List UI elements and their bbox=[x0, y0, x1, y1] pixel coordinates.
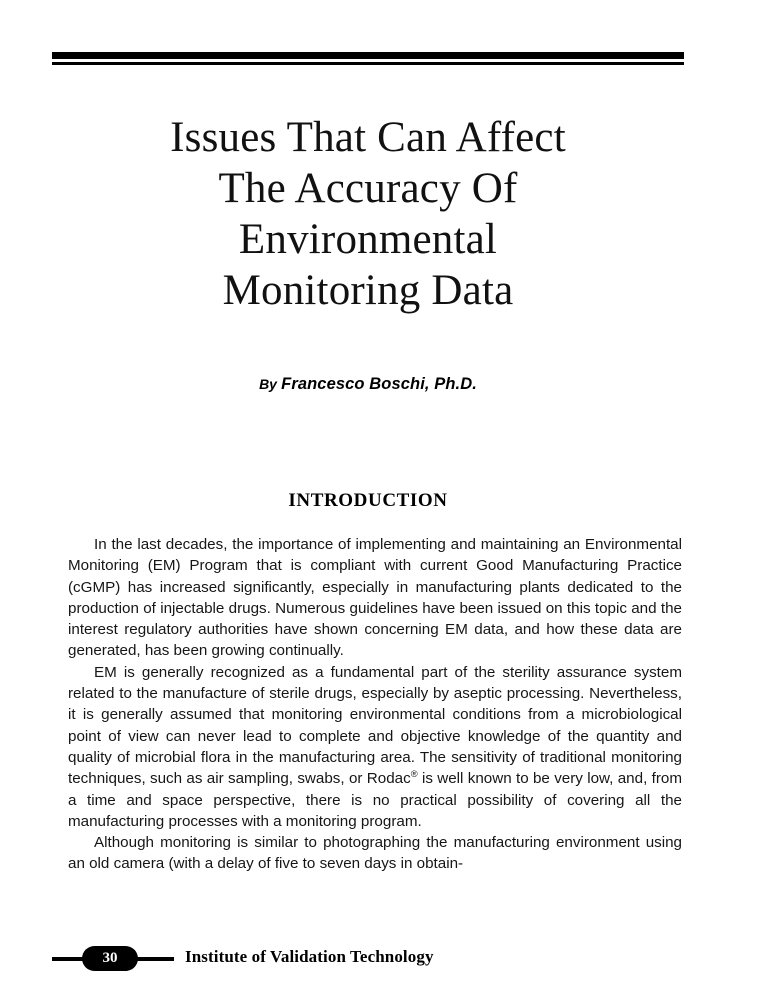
paragraph-3: Although monitoring is similar to photographing the manufacturing environment using an old camera (with a delay of five to seven days in obtain- bbox=[68, 834, 682, 873]
byline-by-label: By bbox=[259, 376, 277, 392]
byline-author: Francesco Boschi, Ph.D. bbox=[281, 375, 477, 393]
body-text bbox=[68, 534, 682, 875]
page-footer bbox=[52, 944, 684, 978]
page-number-badge: 30 bbox=[82, 946, 138, 971]
title-line-2: The Accuracy Of bbox=[218, 165, 518, 212]
header-rule-thin bbox=[52, 62, 684, 65]
title-line-4: Monitoring Data bbox=[222, 267, 514, 314]
header-rules bbox=[52, 52, 684, 65]
title-line-1: Issues That Can Affect bbox=[170, 114, 566, 161]
paragraph-2: EM is generally recognized as a fundamental part of the sterility assurance system related to the manufacture of sterile drugs, especially by aseptic processing. Nevertheless, it is generally assumed that monitoring environmental conditions from a microbiological point of view can never lead to complete and objective knowledge of the quantity and quality of microbial flora in the manufacturing area. The sensitivity of traditional monitoring techniques, such as air sampling, swabs, or Rodac® is well known to be very low, and, from a time and space perspective, there is no practical possibility of covering all the manufacturing processes with a monitoring program. bbox=[68, 663, 682, 830]
title-line-3: Environmental bbox=[238, 216, 498, 263]
section-heading-introduction: INTRODUCTION bbox=[288, 490, 448, 511]
page-title bbox=[52, 112, 684, 316]
header-rule-thick bbox=[52, 52, 684, 59]
paragraph-1: In the last decades, the importance of implementing and maintaining an Environmental Monitoring (EM) Program that is compliant with current Good Manufacturing Practice (cGMP) has increased significantly, especially in manufacturing plants dedicated to the production of injectable drugs. Numerous guidelines have been issued on this topic and the interest regulatory authorities have shown concerning EM data, and how these data are generated, has been growing continually. bbox=[68, 536, 682, 660]
byline bbox=[52, 375, 684, 394]
footer-organization: Institute of Validation Technology bbox=[185, 947, 434, 966]
